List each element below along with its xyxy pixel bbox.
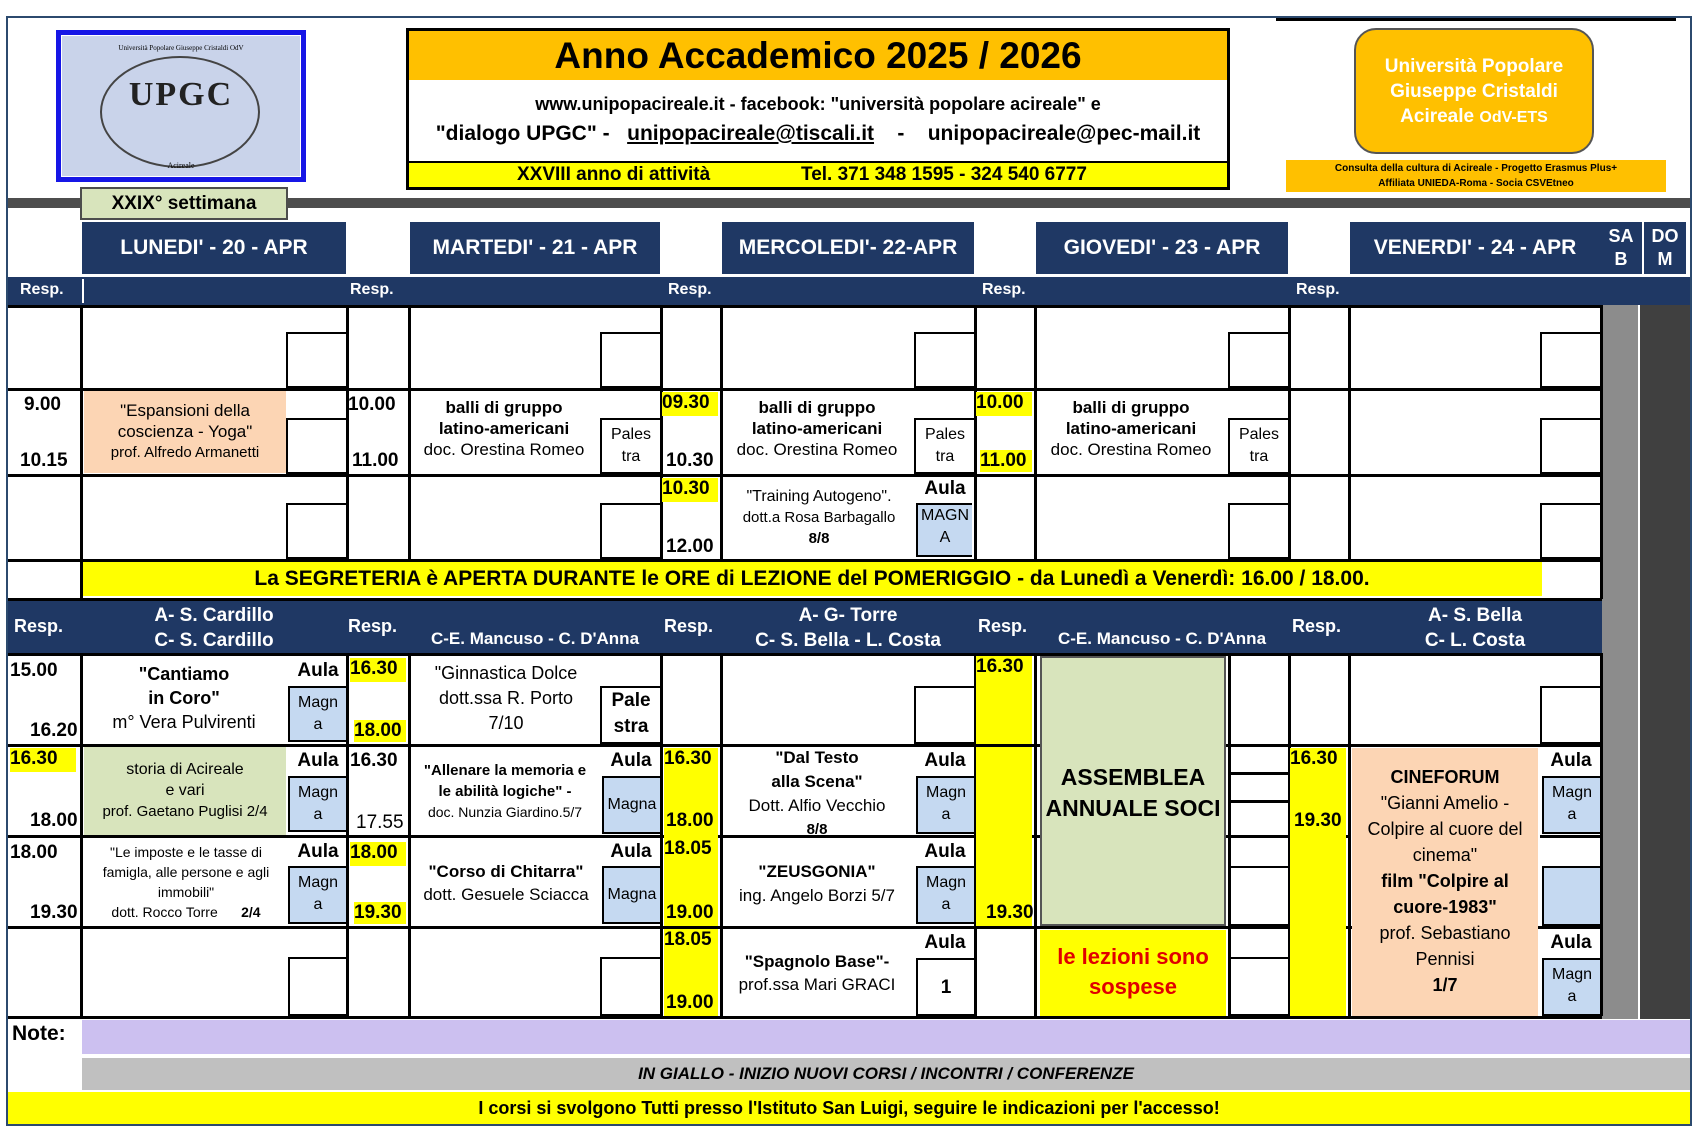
giovedi-yellow-bar	[976, 747, 1032, 926]
time-end: 19.30	[986, 902, 1034, 923]
time-end: 19.30	[354, 902, 406, 924]
time-start: 18.05	[664, 838, 718, 926]
time-end: 19.00	[666, 992, 714, 1013]
resp-c: C- S. Bella - L. Costa	[755, 630, 941, 651]
resp-names-gio: C-E. Mancuso - C. D'Anna	[1036, 628, 1288, 650]
aula-label: Aula	[610, 841, 652, 862]
course-prof: doc. Orestina Romeo	[736, 440, 898, 459]
aula-box-blue	[1542, 866, 1600, 926]
aula-magna	[1542, 776, 1600, 834]
grid-line	[1230, 772, 1288, 775]
resp-a: A- S. Cardillo	[154, 605, 274, 626]
aula-l2: a	[313, 716, 323, 733]
aula-box	[1540, 503, 1600, 559]
course-title: balli di gruppo	[758, 398, 876, 417]
domenica-column	[1640, 305, 1690, 1019]
logo-bottom-text: Acireale	[167, 161, 195, 170]
footer-notice: I corsi si svolgono Tutti presso l'Istituto San Luigi, seguire le indicazioni per l'accesso!	[8, 1092, 1690, 1124]
course-prof: m° Vera Pulvirenti	[112, 712, 256, 732]
course-storia-acireale[interactable]	[84, 747, 286, 835]
course-cineforum[interactable]	[1352, 748, 1538, 1016]
aula-label: Aula	[610, 750, 652, 771]
time-end: 19.00	[666, 902, 714, 923]
aula-box	[1540, 418, 1600, 474]
sospese-l2: sospese	[1088, 974, 1178, 999]
course-balli-mer[interactable]	[724, 397, 910, 460]
note-label: Note:	[12, 1022, 66, 1045]
course-line-5: film "Colpire al	[1381, 871, 1509, 891]
grid-line	[1288, 305, 1291, 559]
course-prof: doc. Nunzia Giardino.5/7	[427, 804, 583, 820]
aula-l1: Magn	[1551, 966, 1593, 983]
course-prof: prof.ssa Mari GRACI	[738, 975, 896, 994]
aula-l1: Magn	[297, 874, 339, 891]
course-title-3: immobili"	[157, 884, 215, 900]
aula-palestra	[604, 424, 658, 468]
time-end: 10.30	[666, 450, 714, 471]
resp-label-mer: Resp.	[668, 281, 712, 298]
grid-line	[1230, 800, 1288, 803]
anno-attivita: XXVIII anno di attività	[517, 164, 711, 185]
course-balli-gio[interactable]	[1038, 397, 1224, 460]
course-prof: Dott. Alfio Vecchio	[748, 796, 886, 815]
grid-line	[346, 653, 349, 1016]
grid-line	[1600, 305, 1603, 559]
time-start: 09.30	[662, 392, 718, 416]
header-dialogo: "dialogo UPGC" -	[435, 122, 610, 145]
course-chitarra[interactable]	[412, 860, 600, 906]
aula-l2: a	[313, 806, 323, 823]
resp-names-mar: C-E. Mancuso - C. D'Anna	[410, 628, 660, 650]
aula-label: Aula	[297, 841, 339, 862]
consulta-line-1: Consulta della cultura di Acireale - Progetto Erasmus Plus+	[1334, 163, 1618, 174]
aula-label: Aula	[924, 932, 966, 953]
course-title: balli di gruppo	[445, 398, 563, 417]
course-yoga[interactable]	[84, 391, 286, 473]
aula-magna: Magna	[602, 866, 660, 924]
course-title: "ZEUSGONIA"	[758, 862, 876, 881]
sab-1: SA	[1608, 226, 1634, 246]
resp-label-pm-ven: Resp.	[1292, 616, 1342, 636]
aula-label: Aula	[1550, 750, 1592, 771]
aula-box	[600, 332, 660, 388]
logo-main-text: UPGC	[128, 76, 234, 113]
time-end: 10.15	[20, 450, 68, 471]
resp-label-pm-lun: Resp.	[14, 616, 64, 636]
aula-palestra	[1232, 424, 1286, 468]
resp-label-ven: Resp.	[1296, 281, 1340, 298]
aula-box	[914, 686, 974, 744]
aula-l2: A	[939, 529, 951, 546]
time-start: 18.00	[350, 842, 406, 866]
course-training-autogeno[interactable]	[724, 486, 914, 549]
resp-label-pm-mer: Resp.	[664, 616, 714, 636]
aula-l2: tra	[621, 448, 641, 465]
time-start: 10.00	[976, 392, 1032, 416]
aula-magna	[288, 776, 346, 832]
badge-line-3	[1356, 104, 1592, 130]
course-title: "Dal Testo	[775, 748, 859, 767]
course-title-2: e vari	[165, 782, 205, 799]
aula-box	[1228, 332, 1288, 388]
time-start: 15.00	[10, 660, 58, 681]
dom-1: DO	[1651, 226, 1679, 246]
badge-odv: OdV-ETS	[1479, 109, 1548, 126]
aula-l1: Magn	[297, 784, 339, 801]
email-tiscali-link[interactable]: unipopacireale@tiscali.it	[627, 122, 875, 145]
time-start: 16.30	[350, 750, 398, 771]
aula-l2: a	[941, 806, 951, 823]
course-prof: ing. Angelo Borzi 5/7	[739, 886, 895, 905]
sabato-column	[1602, 305, 1638, 1019]
header-links-line: www.unipopacireale.it - facebook: "università popolare acireale" e	[535, 94, 1101, 114]
aula-l1: Magn	[297, 694, 339, 711]
grid-line	[1600, 653, 1603, 1016]
resp-a: A- G- Torre	[798, 605, 898, 626]
grid-line	[1348, 653, 1351, 1016]
course-progress: 2/4	[241, 904, 261, 920]
grid-line	[408, 305, 411, 559]
resp-c: C- S. Cardillo	[154, 630, 274, 651]
course-imposte-tasse[interactable]	[84, 842, 288, 922]
aula-box	[1540, 686, 1600, 744]
course-line-3: Colpire al cuore del	[1367, 819, 1523, 839]
grid-line	[80, 559, 83, 599]
aula-l2: tra	[935, 448, 955, 465]
aula-palestra	[604, 688, 658, 740]
resp-names-ven	[1350, 603, 1600, 653]
grid-line	[660, 653, 663, 1016]
upgc-logo	[56, 30, 306, 182]
course-title-2: famigla, alle persone e agli	[102, 864, 270, 880]
course-spagnolo-base[interactable]	[724, 950, 910, 996]
course-progress: 1/7	[1432, 975, 1458, 995]
grid-line	[720, 305, 723, 559]
grid-line	[660, 305, 663, 559]
sospese-l1: le lezioni sono	[1057, 944, 1209, 969]
grid-line	[1034, 653, 1037, 1016]
aula-box	[286, 418, 346, 474]
aula-box	[914, 332, 974, 388]
event-title-2: ANNUALE SOCI	[1045, 795, 1221, 821]
email-pec[interactable]: unipopacireale@pec-mail.it	[927, 122, 1201, 145]
time-end: 17.55	[356, 812, 404, 833]
header-email-line	[409, 122, 1227, 146]
aula-l1: Pales	[1238, 426, 1280, 443]
aula-magna	[1542, 958, 1600, 1016]
resp-label-pm-mar: Resp.	[348, 616, 398, 636]
course-cantiamo-in-coro[interactable]	[84, 662, 284, 734]
aula-magna	[916, 866, 974, 924]
time-start: 18.05	[664, 929, 718, 1016]
grid-line	[974, 305, 977, 559]
top-rule	[1276, 18, 1676, 21]
aula-l2: stra	[613, 716, 649, 737]
grid-line	[8, 653, 1602, 656]
email-separator: -	[897, 122, 905, 145]
course-prof: prof. Alfredo Armanetti	[110, 444, 260, 461]
assemblea-annuale-soci[interactable]	[1040, 656, 1226, 926]
course-line-6: cuore-1983"	[1393, 897, 1497, 917]
aula-magna: Magna	[602, 776, 660, 834]
time-end: 19.30	[1294, 810, 1342, 831]
resp-names-lun	[84, 603, 344, 653]
grid-line	[1540, 835, 1602, 838]
aula-l1: Magn	[925, 874, 967, 891]
day-header-mercoledi: MERCOLEDI'- 22-APR	[722, 222, 974, 274]
aula-1: 1	[916, 958, 974, 1016]
grid-line	[1034, 305, 1037, 559]
course-title: CINEFORUM	[1390, 767, 1500, 787]
course-line-2: "Gianni Amelio -	[1380, 793, 1510, 813]
resp-label-pm-gio: Resp.	[978, 616, 1028, 636]
course-prof: dott. Gesuele Sciacca	[423, 885, 589, 904]
aula-label: Aula	[924, 841, 966, 862]
course-prof: prof. Sebastiano	[1379, 923, 1511, 943]
legend-giallo: IN GIALLO - INIZIO NUOVI CORSI / INCONTRI / CONFERENZE	[82, 1058, 1690, 1090]
aula-label: Aula	[297, 660, 339, 681]
time-end: 11.00	[980, 450, 1032, 472]
week-label: XXIX° settimana	[80, 187, 288, 220]
aula-label: Aula	[297, 750, 339, 771]
consulta-line-2: Affiliata UNIEDA-Roma - Socia CSVEtneo	[1378, 178, 1574, 189]
day-header-giovedi: GIOVEDI' - 23 - APR	[1036, 222, 1288, 274]
course-allenare-memoria[interactable]	[412, 760, 598, 823]
course-prof: dott.ssa R. Porto	[438, 688, 574, 708]
aula-l2: tra	[1249, 448, 1269, 465]
grid-line	[8, 1016, 1602, 1019]
resp-cell-lun	[82, 279, 346, 303]
time-start: 16.30	[664, 748, 718, 838]
grid-line	[408, 653, 411, 1016]
course-subtitle: latino-americani	[1065, 419, 1197, 438]
aula-l1: Pales	[924, 426, 966, 443]
aula-box	[600, 957, 660, 1016]
aula-label: Aula	[1550, 932, 1592, 953]
aula-box	[286, 332, 346, 388]
course-dal-testo-alla-scena[interactable]	[724, 746, 910, 842]
aula-l1: MAGN	[921, 507, 969, 524]
time-end: 11.00	[352, 450, 399, 471]
course-line-4: cinema"	[1412, 845, 1478, 865]
page-title: Anno Accademico 2025 / 2026	[409, 31, 1227, 80]
aula-magna	[288, 866, 346, 924]
grid-line	[720, 653, 723, 1016]
time-end: 18.00	[354, 720, 406, 742]
time-end: 16.20	[30, 720, 78, 741]
day-header-martedi: MARTEDI' - 21 - APR	[410, 222, 660, 274]
aula-box	[286, 503, 346, 559]
sab-2: B	[1614, 249, 1628, 269]
grid-line	[80, 305, 83, 559]
day-header-venerdi: VENERDI' - 24 - APR	[1350, 222, 1600, 274]
course-progress: 7/10	[488, 713, 524, 733]
aula-box	[1228, 503, 1288, 559]
note-field[interactable]	[82, 1020, 1690, 1054]
course-progress: 8/8	[806, 821, 828, 838]
aula-l2: a	[1567, 806, 1577, 823]
aula-box	[1228, 866, 1288, 926]
segreteria-banner: La SEGRETERIA è APERTA DURANTE le ORE di LEZIONE del POMERIGGIO - da Lunedì a Venerdì: 16.00 / 18.00.	[82, 562, 1542, 596]
grid-line	[8, 305, 1602, 308]
resp-label-mar: Resp.	[350, 281, 394, 298]
aula-label: Aula	[924, 478, 966, 499]
grid-line	[1226, 744, 1602, 747]
header-anno-tel	[409, 161, 1227, 187]
event-title: ASSEMBLEA	[1060, 764, 1206, 790]
course-title: "Le imposte e le tasse di	[109, 844, 263, 860]
lezioni-sospese	[1040, 930, 1226, 1016]
course-title-2: le abilità logiche" -	[438, 783, 572, 800]
consulta-strip	[1286, 160, 1666, 192]
course-prof: prof. Gaetano Puglisi 2/4	[102, 803, 268, 820]
time-start: 16.30	[350, 658, 406, 682]
day-header-domenica	[1644, 222, 1686, 274]
course-title: "Corso di Chitarra"	[428, 862, 584, 881]
aula-label: Aula	[924, 750, 966, 771]
course-prof: doc. Orestina Romeo	[423, 440, 585, 459]
aula-box	[288, 957, 346, 1016]
aula-l1: Pale	[611, 690, 651, 711]
grid-line	[8, 474, 1602, 477]
day-header-sabato	[1600, 222, 1642, 274]
course-title: "Training Autogeno".	[746, 488, 892, 505]
university-badge	[1354, 28, 1594, 154]
course-title: "Spagnolo Base"-	[744, 952, 890, 971]
time-start: 16.30	[1290, 748, 1346, 1016]
course-prof-2: Pennisi	[1415, 949, 1475, 969]
course-title-2: in Coro"	[148, 688, 220, 708]
course-title: storia di Acireale	[126, 761, 244, 778]
aula-palestra	[918, 424, 972, 468]
time-end: 12.00	[666, 536, 714, 557]
grid-line	[80, 653, 83, 1016]
time-start: 16.30	[976, 656, 1032, 744]
day-header-lunedi: LUNEDI' - 20 - APR	[82, 222, 346, 274]
resp-label-lun: Resp.	[20, 281, 64, 298]
logo-top-text: Università Popolare Giuseppe Cristaldi OdV	[118, 44, 244, 52]
aula-magna	[916, 776, 974, 834]
course-title: "Cantiamo	[138, 664, 230, 684]
aula-l2: a	[313, 896, 323, 913]
course-title: balli di gruppo	[1072, 398, 1190, 417]
course-progress: 8/8	[808, 530, 830, 547]
time-end: 18.00	[666, 810, 714, 831]
course-subtitle: latino-americani	[438, 419, 570, 438]
course-zeusgonia[interactable]	[724, 860, 910, 908]
course-prof: dott.a Rosa Barbagallo	[742, 509, 896, 526]
course-ginnastica-dolce[interactable]	[412, 661, 600, 736]
telefono: Tel. 371 348 1595 - 324 540 6777	[801, 164, 1087, 185]
time-start: 10.30	[662, 478, 718, 502]
dom-2: M	[1657, 249, 1673, 269]
resp-names-mer	[722, 603, 974, 653]
resp-c: C- L. Costa	[1424, 630, 1526, 651]
aula-magna	[916, 503, 972, 557]
time-start: 18.00	[10, 842, 58, 863]
aula-l2: a	[1567, 988, 1577, 1005]
aula-box	[600, 503, 660, 559]
aula-box	[1228, 957, 1288, 1016]
course-prof: doc. Orestina Romeo	[1050, 440, 1212, 459]
resp-a: A- S. Bella	[1428, 605, 1522, 626]
time-start: 16.30	[10, 748, 76, 772]
badge-line-2: Giuseppe Cristaldi	[1390, 81, 1558, 102]
grid-line	[346, 305, 349, 559]
course-subtitle: latino-americani	[751, 419, 883, 438]
course-prof: dott. Rocco Torre	[111, 904, 218, 920]
course-title: "Allenare la memoria e	[423, 762, 587, 779]
resp-label-gio: Resp.	[982, 281, 1026, 298]
aula-box	[1540, 332, 1600, 388]
course-title: "Espansioni della coscienza - Yoga"	[117, 401, 253, 441]
aula-l1: Magn	[925, 784, 967, 801]
time-end: 19.30	[30, 902, 78, 923]
grid-line	[1348, 305, 1351, 559]
time-end: 18.00	[30, 810, 78, 831]
aula-l1: Magn	[1551, 784, 1593, 801]
badge-line-1: Università Popolare	[1384, 56, 1564, 77]
course-balli-mar[interactable]	[412, 397, 596, 460]
grid-line	[1600, 559, 1603, 599]
course-title: "Ginnastica Dolce	[434, 663, 578, 683]
aula-l1: Pales	[610, 426, 652, 443]
course-title-2: alla Scena"	[771, 772, 863, 791]
time-start: 10.00	[348, 394, 396, 415]
aula-magna	[288, 686, 346, 742]
aula-l2: a	[941, 896, 951, 913]
time-start: 9.00	[24, 394, 61, 415]
badge-city: Acireale	[1400, 106, 1475, 127]
